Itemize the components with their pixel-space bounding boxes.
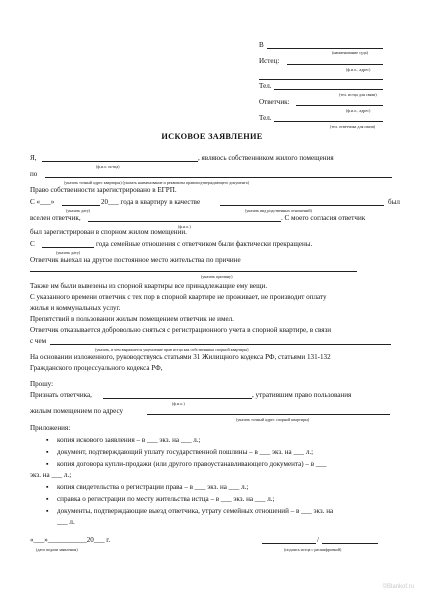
attachments-label: Приложения: xyxy=(30,424,71,432)
body-line-4-c: был xyxy=(388,198,400,206)
bullet-icon: ▪ xyxy=(46,448,49,456)
filing-date: «___»___________20___ г. xyxy=(30,536,111,544)
attachment-item: документы, подтверждающие выезд ответчика, утрату семейных отношений – в ___ экз. на xyxy=(57,507,334,515)
defendant-name-line xyxy=(88,221,281,222)
defendant-line xyxy=(296,105,383,106)
body-line-5-b: . С моего согласия ответчик xyxy=(281,214,366,222)
signature-line xyxy=(262,543,316,544)
signature-hint: (подпись истца с расшифровкой) xyxy=(284,547,342,552)
body-line-7-b: года семейные отношения с ответчиком были фактически прекращены. xyxy=(96,240,313,248)
body-line-2-start: по xyxy=(30,170,38,178)
defendant-label: Ответчик: xyxy=(259,98,290,106)
plaintiff-line xyxy=(287,64,383,65)
plaintiff-label: Истец: xyxy=(259,57,280,65)
plaintiff-name-hint: (ф.и.о. истца) xyxy=(96,164,120,169)
body-line-6: был зарегистрирован в спорном жилом помещении. xyxy=(30,228,187,236)
termination-date-hint: (указать дату) xyxy=(56,250,81,255)
filing-date-hint: (дата подачи заявления) xyxy=(36,547,78,552)
request-line-1-a: Признать ответчика, xyxy=(30,391,92,399)
body-line-7-a: С xyxy=(30,240,35,248)
body-line-4-a: С «___» xyxy=(30,198,55,206)
body-line-14: Ответчик отказывается добровольно сняться с регистрационного учета в спорной квартире, в связи xyxy=(30,326,332,334)
attachment-item: копия свидетельства о регистрации права – в ___ экз. на ___ л.; xyxy=(57,483,249,491)
body-line-15-a: с чем xyxy=(30,337,47,345)
request-line-2-a: жилым помещением по адресу xyxy=(30,407,124,415)
address-doc-line xyxy=(45,177,392,178)
body-line-8: Ответчик выехал на другое постоянное место жительства по причине xyxy=(30,256,241,264)
plaintiff-name-line xyxy=(42,161,198,162)
defendant-phone-line xyxy=(274,121,383,122)
court-prefix: В xyxy=(259,41,264,49)
reason-hint: (указать причину) xyxy=(201,274,233,279)
request-defendant-line xyxy=(103,398,252,399)
attachment-item: копия искового заявления – в ___ экз. на ___ л.; xyxy=(57,436,201,444)
body-line-4-b: 20___ года в квартиру в качестве xyxy=(101,198,201,206)
bullet-icon: ▪ xyxy=(46,483,49,491)
signature-slash: / xyxy=(317,536,319,544)
date-line xyxy=(62,205,100,206)
bullet-icon: ▪ xyxy=(46,460,49,468)
document-title: ИСКОВОЕ ЗАЯВЛЕНИЕ xyxy=(161,132,263,141)
attachment-item: копия договора купли-продажи (или другого правоустанавливающего документа) – в ___ xyxy=(57,460,327,468)
plaintiff-phone-line xyxy=(274,89,383,90)
body-line-3: Право собственности зарегистрировано в ЕГРП. xyxy=(30,186,177,194)
attachment-item: справка о регистрации по месту жительства истца – в ___ экз. на ___ л.; xyxy=(57,495,275,503)
request-address-hint: (указать точный адрес спорной квартиры) xyxy=(236,417,310,422)
signature-name-line xyxy=(322,543,378,544)
defendant-hint: (ф.и.о., адрес) xyxy=(346,108,371,113)
request-label: Прошу: xyxy=(30,380,54,388)
defendant-name-hint: (ф.и.о.) xyxy=(178,224,191,229)
body-line-5-a: вселен ответчик, xyxy=(30,214,81,222)
body-line-16: На основании изложенного, руководствуясь статьями 31 Жилищного кодекса РФ, статьями 131-132 xyxy=(30,353,331,361)
bullet-icon: ▪ xyxy=(46,507,49,515)
defendant-phone-hint: (тел. ответчика для связи) xyxy=(330,124,376,129)
court-hint: (наименование суда) xyxy=(332,50,368,55)
request-address-line xyxy=(147,414,390,415)
reason-line xyxy=(30,271,357,272)
relation-line xyxy=(220,205,384,206)
attachment-item: документ, подтверждающий уплату государственной пошлины – в ___ экз. на ___ л.; xyxy=(57,448,314,456)
body-line-10: Также им были вывезены из спорной квартиры все принадлежащие ему вещи. xyxy=(30,282,268,290)
court-line xyxy=(267,48,383,49)
attachment-item-cont: экз. на ___ л.; xyxy=(30,471,72,479)
plaintiff-phone-hint: (тел. истца для связи) xyxy=(339,92,377,97)
termination-date-line xyxy=(42,247,94,248)
body-line-1-end: , являюсь собственником жилого помещения xyxy=(198,154,334,162)
relation-hint: (указать вид родственных отношений) xyxy=(245,208,312,213)
body-line-11: С указанного времени ответчик с тех пор в спорной квартире не проживает, не производит оплату xyxy=(30,293,327,301)
body-line-13: Препятствий в пользовании жилым помещением ответчик не имел. xyxy=(30,315,234,323)
plaintiff-hint: (ф.и.о., адрес) xyxy=(346,67,371,72)
request-defendant-hint: (ф.и.о.) xyxy=(172,401,185,406)
watermark: ©Blankof.ru xyxy=(382,584,414,590)
plaintiff-address-line xyxy=(259,79,383,80)
body-line-12: жилья и коммунальных услуг. xyxy=(30,304,121,312)
defendant-phone-label: Тел. xyxy=(259,114,272,122)
plaintiff-phone-label: Тел. xyxy=(259,82,272,90)
infringement-hint: (указать, в чем выражается ущемление прав истца как собственника спорной квартиры) xyxy=(95,347,249,352)
bullet-icon: ▪ xyxy=(46,495,49,503)
body-line-1-start: Я, xyxy=(30,154,37,162)
bullet-icon: ▪ xyxy=(46,436,49,444)
attachment-item-cont: ___ л. xyxy=(57,518,75,526)
request-line-1-b: , утратившим право пользования xyxy=(252,391,352,399)
body-line-17: Гражданского процессуального кодекса РФ, xyxy=(30,364,163,372)
address-doc-hint: (указать точный адрес квартиры) (указать наименование и реквизиты правоподтверждающего документа) xyxy=(64,180,249,185)
date-hint: (указать дату) xyxy=(66,208,91,213)
infringement-line xyxy=(50,344,391,345)
